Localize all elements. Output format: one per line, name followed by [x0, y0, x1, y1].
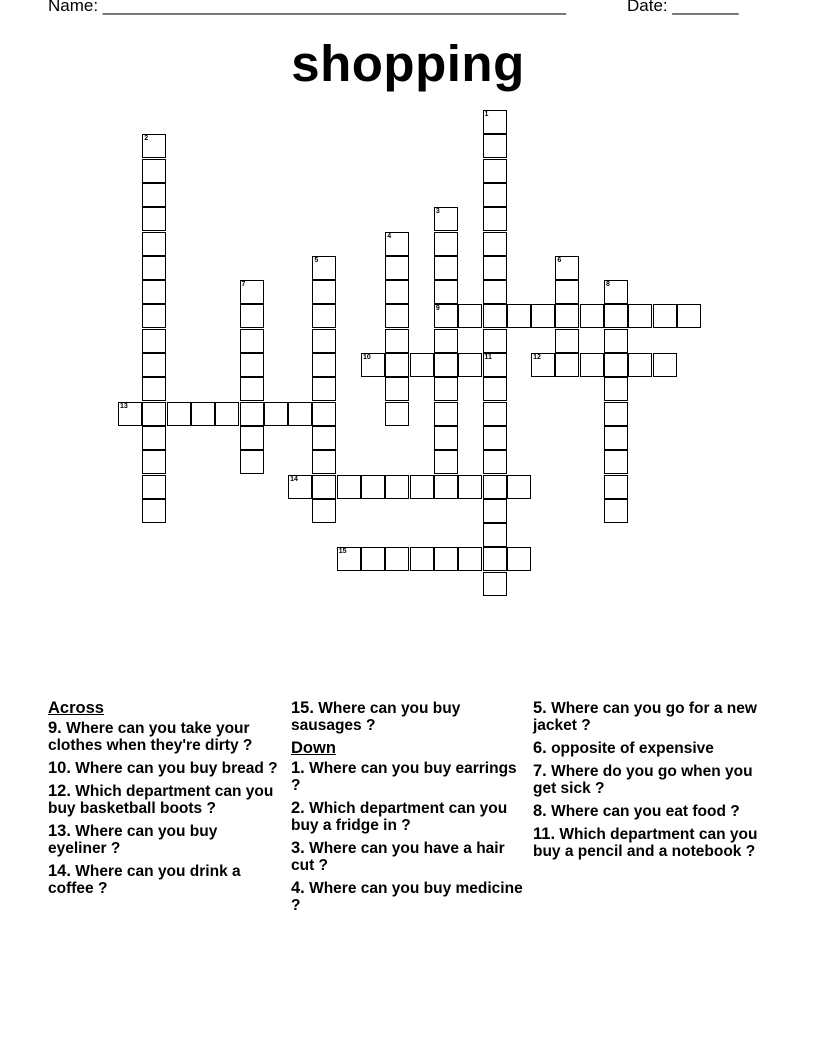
grid-cell[interactable] [240, 329, 264, 353]
grid-cell[interactable] [458, 304, 482, 328]
grid-cell[interactable] [483, 450, 507, 474]
grid-cell[interactable] [483, 475, 507, 499]
grid-cell[interactable] [604, 304, 628, 328]
grid-cell[interactable] [458, 547, 482, 571]
grid-cell[interactable] [434, 547, 458, 571]
grid-cell[interactable] [628, 353, 652, 377]
grid-cell[interactable] [410, 475, 434, 499]
grid-cell[interactable] [410, 547, 434, 571]
grid-cell[interactable] [628, 304, 652, 328]
grid-cell[interactable] [434, 450, 458, 474]
grid-cell[interactable] [483, 183, 507, 207]
grid-cell[interactable] [142, 280, 166, 304]
grid-cell[interactable] [215, 402, 239, 426]
clue-down-2: 2. Which department can you buy a fridge in ? [291, 799, 508, 834]
grid-cell[interactable] [434, 353, 458, 377]
grid-cell[interactable] [385, 402, 409, 426]
grid-cell[interactable] [312, 499, 336, 523]
grid-cell[interactable] [142, 256, 166, 280]
grid-cell[interactable] [361, 475, 385, 499]
grid-cell[interactable] [142, 377, 166, 401]
grid-cell[interactable] [458, 353, 482, 377]
grid-cell[interactable] [142, 134, 166, 158]
grid-cell[interactable] [142, 183, 166, 207]
grid-cell[interactable] [385, 256, 409, 280]
clue-down-5: 5. Where can you go for a new jacket ? [533, 699, 757, 734]
grid-cell[interactable] [240, 280, 264, 304]
cell-number: 11 [484, 354, 492, 361]
grid-cell[interactable] [434, 475, 458, 499]
grid-cell[interactable] [312, 450, 336, 474]
grid-cell[interactable] [483, 402, 507, 426]
grid-cell[interactable] [483, 232, 507, 256]
cell-number: 12 [533, 354, 541, 361]
grid-cell[interactable] [531, 353, 555, 377]
grid-cell[interactable] [142, 159, 166, 183]
cell-number: 7 [241, 281, 246, 289]
cell-number: 14 [290, 475, 298, 483]
grid-cell[interactable] [385, 329, 409, 353]
grid-cell[interactable] [604, 353, 628, 377]
grid-cell[interactable] [555, 256, 579, 280]
grid-cell[interactable] [288, 475, 312, 499]
grid-cell[interactable] [604, 377, 628, 401]
grid-cell[interactable] [483, 304, 507, 328]
grid-cell[interactable] [580, 353, 604, 377]
grid-cell[interactable] [483, 110, 507, 134]
cell-number: 2 [144, 135, 149, 143]
clue-across-9: 9. Where can you take your clothes when they're dirty ? [48, 719, 253, 754]
grid-cell[interactable] [483, 523, 507, 547]
grid-cell[interactable] [604, 475, 628, 499]
grid-cell[interactable] [434, 402, 458, 426]
grid-cell[interactable] [604, 426, 628, 450]
clue-across-14: 14. Where can you drink a coffee ? [48, 862, 241, 897]
grid-cell[interactable] [240, 377, 264, 401]
cell-number: 3 [435, 208, 440, 216]
grid-cell[interactable] [483, 426, 507, 450]
grid-cell[interactable] [312, 426, 336, 450]
grid-cell[interactable] [604, 499, 628, 523]
grid-cell[interactable] [385, 232, 409, 256]
across-heading: Across [48, 699, 104, 717]
grid-cell[interactable] [385, 304, 409, 328]
grid-cell[interactable] [142, 329, 166, 353]
grid-cell[interactable] [555, 280, 579, 304]
clue-down-1: 1. Where can you buy earrings ? [291, 759, 517, 794]
grid-cell[interactable] [142, 207, 166, 231]
clue-across-10: 10. Where can you buy bread ? [48, 759, 278, 777]
clues-column-2 [291, 700, 526, 920]
grid-cell[interactable] [434, 207, 458, 231]
grid-cell[interactable] [142, 450, 166, 474]
grid-cell[interactable] [385, 475, 409, 499]
grid-cell[interactable] [555, 304, 579, 328]
grid-cell[interactable] [434, 304, 458, 328]
clue-across-13: 13. Where can you buy eyeliner ? [48, 822, 218, 857]
clue-down-6: 6. opposite of expensive [533, 739, 714, 757]
grid-cell[interactable] [483, 499, 507, 523]
grid-cell[interactable] [434, 377, 458, 401]
grid-cell[interactable] [312, 304, 336, 328]
grid-cell[interactable] [483, 159, 507, 183]
grid-cell[interactable] [142, 353, 166, 377]
grid-cell[interactable] [434, 426, 458, 450]
grid-cell[interactable] [312, 353, 336, 377]
grid-cell[interactable] [385, 547, 409, 571]
cell-number: 8 [606, 281, 610, 289]
cell-number: 13 [120, 402, 128, 410]
cell-number: 10 [363, 354, 371, 361]
grid-cell[interactable] [483, 207, 507, 231]
grid-cell[interactable] [434, 329, 458, 353]
grid-cell[interactable] [142, 304, 166, 328]
grid-cell[interactable] [434, 232, 458, 256]
clue-down-3: 3. Where can you have a hair cut ? [291, 839, 505, 874]
cell-number: 4 [387, 232, 392, 240]
grid-cell[interactable] [240, 402, 264, 426]
grid-cell[interactable] [191, 402, 215, 426]
date-field[interactable]: Date: _______ [627, 0, 739, 15]
grid-cell[interactable] [604, 402, 628, 426]
grid-cell[interactable] [312, 402, 336, 426]
grid-cell[interactable] [483, 256, 507, 280]
grid-cell[interactable] [361, 547, 385, 571]
cell-number: 5 [314, 256, 319, 264]
grid-cell[interactable] [142, 475, 166, 499]
grid-cell[interactable] [337, 475, 361, 499]
grid-cell[interactable] [677, 304, 701, 328]
name-field[interactable]: Name: _________________________________________________ [48, 0, 567, 15]
down-heading: Down [291, 739, 336, 757]
grid-cell[interactable] [240, 304, 264, 328]
grid-cell[interactable] [604, 329, 628, 353]
grid-cell[interactable] [288, 402, 312, 426]
clue-down-4: 4. Where can you buy medicine ? [291, 879, 523, 914]
grid-cell[interactable] [580, 304, 604, 328]
grid-cell[interactable] [653, 353, 677, 377]
clue-down-11: 11. Which department can you buy a pencil and a notebook ? [533, 825, 758, 860]
grid-cell[interactable] [142, 232, 166, 256]
grid-cell[interactable] [410, 353, 434, 377]
grid-cell[interactable] [118, 402, 142, 426]
grid-cell[interactable] [312, 280, 336, 304]
clues-column-3 [533, 700, 773, 866]
cell-number: 15 [338, 548, 347, 556]
grid-cell[interactable] [385, 280, 409, 304]
grid-cell[interactable] [385, 377, 409, 401]
grid-cell[interactable] [483, 329, 507, 353]
grid-cell[interactable] [434, 256, 458, 280]
clue-across-15: 15. Where can you buy sausages ? [291, 699, 461, 734]
grid-cell[interactable] [167, 402, 191, 426]
cell-number: 1 [484, 111, 489, 118]
grid-cell[interactable] [142, 402, 166, 426]
grid-cell[interactable] [483, 377, 507, 401]
grid-cell[interactable] [483, 134, 507, 158]
page-title: shopping [291, 35, 525, 92]
grid-cell[interactable] [240, 426, 264, 450]
grid-cell[interactable] [507, 475, 531, 499]
grid-cell[interactable] [507, 304, 531, 328]
clue-down-7: 7. Where do you go when you get sick ? [533, 762, 753, 797]
grid-cell[interactable] [434, 280, 458, 304]
grid-cell[interactable] [142, 499, 166, 523]
grid-cell[interactable] [240, 450, 264, 474]
clue-down-8: 8. Where can you eat food ? [533, 802, 740, 820]
grid-cell[interactable] [604, 450, 628, 474]
grid-cell[interactable] [483, 353, 507, 377]
grid-cell[interactable] [531, 304, 555, 328]
clues-column-1 [48, 700, 278, 903]
grid-cell[interactable] [483, 572, 507, 596]
grid-cell[interactable] [555, 329, 579, 353]
grid-cell[interactable] [555, 353, 579, 377]
grid-cell[interactable] [507, 547, 531, 571]
grid-cell[interactable] [483, 547, 507, 571]
grid-cell[interactable] [653, 304, 677, 328]
grid-cell[interactable] [264, 402, 288, 426]
grid-cell[interactable] [361, 353, 385, 377]
grid-cell[interactable] [312, 329, 336, 353]
grid-cell[interactable] [312, 475, 336, 499]
clue-across-12: 12. Which department can you buy basketball boots ? [48, 782, 274, 817]
grid-cell[interactable] [337, 547, 361, 571]
grid-cell[interactable] [240, 353, 264, 377]
cell-number: 9 [435, 305, 440, 313]
grid-cell[interactable] [483, 280, 507, 304]
cell-number: 6 [557, 256, 562, 264]
grid-cell[interactable] [604, 280, 628, 304]
grid-cell[interactable] [312, 256, 336, 280]
grid-cell[interactable] [142, 426, 166, 450]
grid-cell[interactable] [385, 353, 409, 377]
grid-cell[interactable] [312, 377, 336, 401]
grid-cell[interactable] [458, 475, 482, 499]
